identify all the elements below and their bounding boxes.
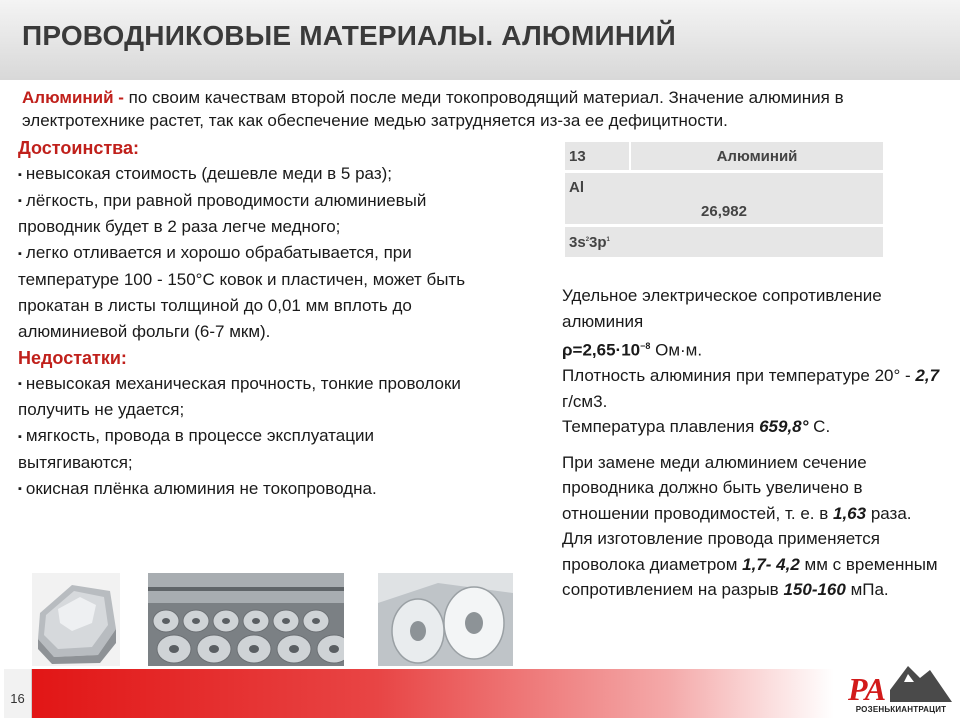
intro-term: Алюминий - bbox=[22, 88, 124, 107]
resistivity-exponent: −8 bbox=[640, 341, 651, 351]
element-symbol: Al bbox=[569, 179, 584, 196]
density-value: 2,7 bbox=[915, 366, 940, 386]
element-name: Алюминий bbox=[716, 148, 798, 165]
wire-mid: мм с временным сопротивлением на разрыв bbox=[562, 554, 938, 600]
aluminium-ingot-photo bbox=[32, 573, 120, 666]
disadvantage-item bbox=[18, 371, 488, 424]
resistivity-label: Удельное электрическое сопротивление алюминия bbox=[562, 286, 882, 331]
advantage-text: лёгкость, при равной проводимости алюминиевый проводник будет в 2 раза легче медного; bbox=[18, 190, 427, 237]
aluminium-coils-image bbox=[148, 573, 344, 666]
intro-text: по своим качествам второй после меди токопроводящий материал. Значение алюминия в электротехнике растет, так как обеспечение медью затрудняется из-за ее дефицитности. bbox=[22, 88, 844, 130]
density-unit: г/см3. bbox=[562, 391, 608, 411]
element-mass: 26,982 bbox=[701, 203, 747, 220]
bullet-icon: ▪ bbox=[18, 168, 22, 181]
element-number: 13 bbox=[569, 148, 586, 165]
melting-unit: С. bbox=[808, 417, 831, 437]
wire-strength: 150-160 bbox=[783, 580, 846, 600]
density-text: Плотность алюминия при температуре 20° - bbox=[562, 366, 916, 386]
advantage-item bbox=[18, 188, 488, 241]
element-card bbox=[565, 142, 883, 260]
pros-cons-column bbox=[18, 135, 488, 502]
melting-value: 659,8° bbox=[759, 417, 809, 437]
wire-diameter: 1,7- 4,2 bbox=[742, 554, 800, 574]
config-superscript: 2 bbox=[585, 237, 590, 243]
advantage-item bbox=[18, 240, 488, 345]
properties-column bbox=[562, 283, 942, 603]
advantages-heading: Достоинства: bbox=[18, 138, 139, 158]
footer-bar bbox=[4, 669, 834, 718]
aluminium-coils-photo bbox=[148, 573, 344, 666]
advantage-text: легко отливается и хорошо обрабатывается, при температуре 100 - 150°С ковок и пластичен, может быть прокатан в листы толщиной до 0,01 мм вплоть до алюминиевой фольги (6-7 мкм). bbox=[18, 243, 466, 341]
config-superscript: 1 bbox=[606, 237, 610, 243]
wire-text: Для изготовление провода применяется проволока диаметром bbox=[562, 529, 880, 574]
advantage-text: невысокая стоимость (дешевле меди в 5 раз); bbox=[25, 164, 392, 183]
bullet-icon: ▪ bbox=[18, 483, 22, 496]
header-band bbox=[0, 0, 960, 80]
config-part: 3p bbox=[589, 234, 607, 251]
disadvantages-heading: Недостатки: bbox=[18, 347, 127, 368]
wire-unit: мПа. bbox=[845, 580, 889, 600]
resistivity-value: ρ=2,65·10 bbox=[562, 340, 641, 360]
aluminium-foil-rolls-photo bbox=[378, 573, 513, 666]
disadvantage-item bbox=[18, 423, 488, 476]
disadvantage-text: невысокая механическая прочность, тонкие проволоки получить не удается; bbox=[18, 373, 461, 420]
disadvantage-item bbox=[18, 476, 488, 503]
element-symbol-row bbox=[565, 173, 883, 224]
resistivity-unit: Ом·м. bbox=[650, 340, 703, 360]
bullet-icon: ▪ bbox=[18, 430, 22, 443]
company-name: РОЗЕНЬКИАНТРАЦИТ bbox=[855, 705, 947, 714]
electron-config bbox=[569, 234, 610, 251]
replacement-text: При замене меди алюминием сечение проводника должно быть увеличено в отношении проводимостей, т. е. в bbox=[562, 452, 867, 523]
resistivity-block bbox=[562, 283, 942, 440]
bullet-icon: ▪ bbox=[18, 378, 22, 391]
page-number: 16 bbox=[10, 691, 25, 706]
element-header-row bbox=[565, 142, 883, 170]
aluminium-foil-image bbox=[378, 573, 513, 666]
advantage-item bbox=[18, 161, 488, 188]
replacement-unit: раза. bbox=[866, 503, 912, 523]
config-part: 3s bbox=[569, 234, 586, 251]
page-number-box bbox=[4, 669, 32, 718]
element-config-row bbox=[565, 227, 883, 257]
bullet-icon: ▪ bbox=[18, 195, 22, 208]
replacement-value: 1,63 bbox=[833, 503, 867, 523]
aluminium-ingot-image bbox=[32, 573, 120, 666]
bullet-icon: ▪ bbox=[18, 247, 22, 260]
page-title: ПРОВОДНИКОВЫЕ МАТЕРИАЛЫ. АЛЮМИНИЙ bbox=[22, 20, 676, 51]
disadvantage-text: мягкость, провода в процессе эксплуатации вытягиваются; bbox=[18, 426, 374, 472]
replacement-block bbox=[562, 450, 942, 603]
melting-text: Температура плавления bbox=[562, 417, 760, 437]
intro-paragraph bbox=[22, 86, 947, 132]
disadvantage-text: окисная плёнка алюминия не токопроводна. bbox=[25, 478, 377, 498]
logo-letters: РА bbox=[848, 671, 887, 707]
